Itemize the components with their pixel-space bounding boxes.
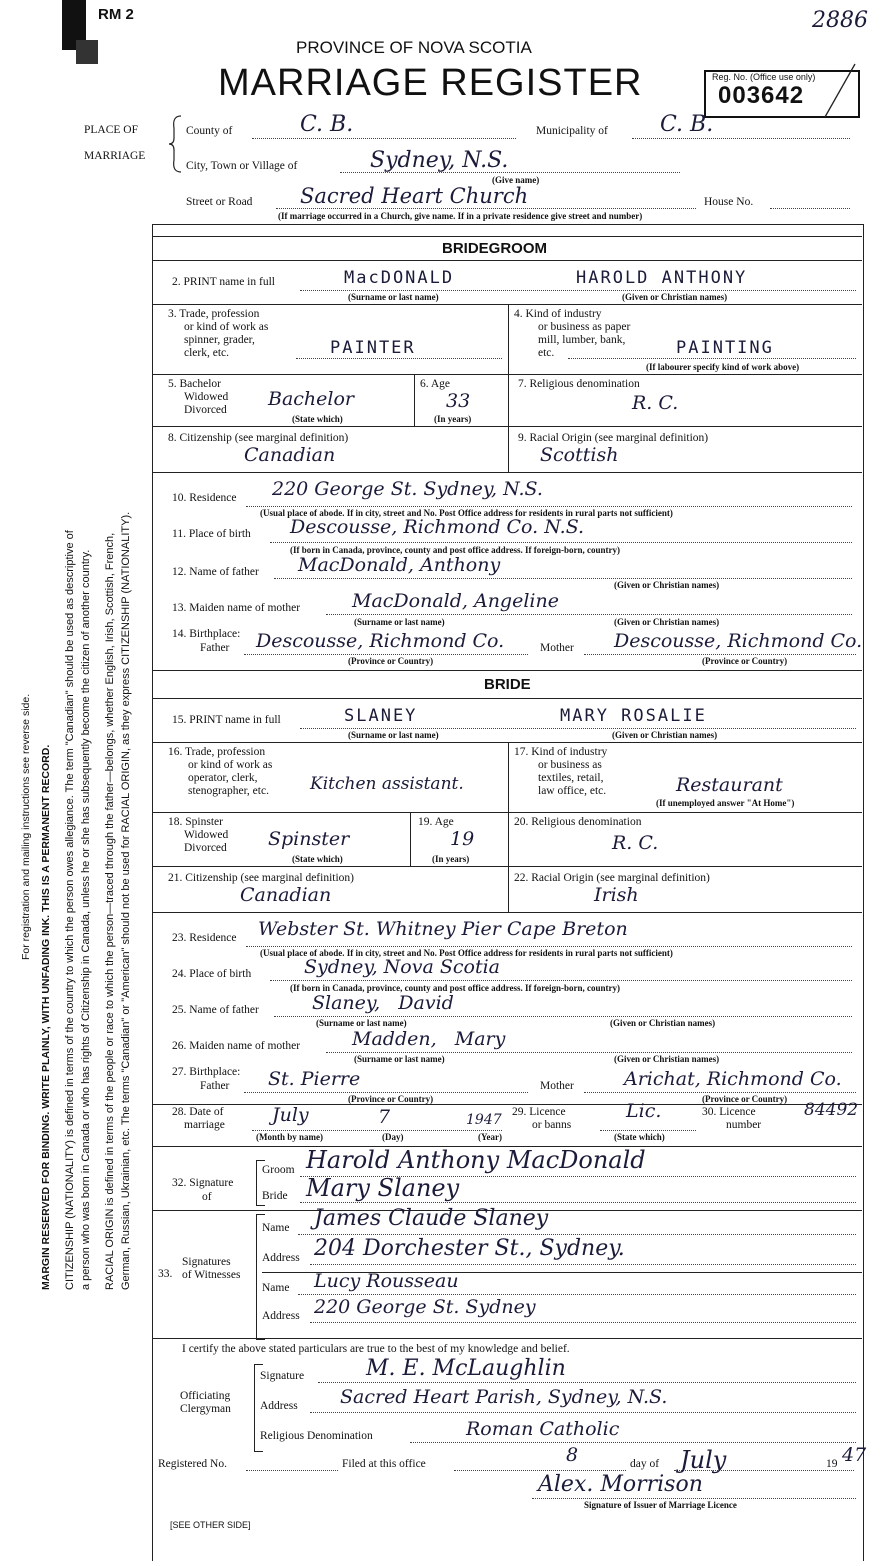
groom-residence: 220 George St. Sydney, N.S. bbox=[272, 478, 543, 500]
bride-birth-label: 24. Place of birth bbox=[172, 968, 252, 980]
marriage-year: 1947 bbox=[466, 1112, 502, 1128]
bride-father: Slaney, David bbox=[312, 992, 454, 1014]
groom-status-label: 5. Bachelor Widowed Divorced bbox=[168, 378, 229, 416]
licence-label: 29. Licence or banns bbox=[512, 1106, 572, 1131]
licence-number: 84492 bbox=[804, 1100, 859, 1120]
bride-bp-mother-word: Mother bbox=[540, 1080, 574, 1092]
groom-mother: MacDonald, Angeline bbox=[352, 590, 559, 612]
groom-bp-father-word: Father bbox=[200, 642, 230, 654]
side-note-2: CITIZENSHIP (NATIONALITY) is defined in terms of the country to which the person owes allegiance. The term "Canadian" should be used as descriptive of bbox=[64, 530, 76, 1290]
filed-label: Filed at this office bbox=[342, 1458, 426, 1470]
groom-mother-bp: Descousse, Richmond Co. bbox=[614, 630, 863, 652]
bride-surname-caption: (Surname or last name) bbox=[348, 730, 439, 740]
groom-birth: Descousse, Richmond Co. N.S. bbox=[290, 516, 585, 538]
bride-residence-note: (Usual place of abode. If in city, street and No. Post Office address for residents in rural parts not sufficient) bbox=[260, 948, 673, 958]
bride-racial: Irish bbox=[594, 884, 639, 906]
clergy-address: Sacred Heart Parish, Sydney, N.S. bbox=[340, 1386, 668, 1408]
bride-religion-label: 20. Religious denomination bbox=[514, 816, 642, 828]
groom-citizenship-label: 8. Citizenship (see marginal definition) bbox=[168, 432, 349, 444]
bride-citizenship: Canadian bbox=[240, 884, 332, 906]
filed-day: 8 bbox=[566, 1444, 579, 1466]
bride-birthplace-label: 27. Birthplace: bbox=[172, 1066, 241, 1078]
groom-signature: Harold Anthony MacDonald bbox=[306, 1146, 646, 1174]
groom-surname: MacDONALD bbox=[344, 268, 455, 288]
clergy-signature: M. E. McLaughlin bbox=[366, 1356, 566, 1381]
bride-status-caption: (State which) bbox=[292, 854, 343, 864]
bride-mother-bp: Arichat, Richmond Co. bbox=[624, 1068, 842, 1090]
groom-father-caption: (Given or Christian names) bbox=[614, 580, 720, 590]
groom-residence-note: (Usual place of abode. If in city, street and No. Post Office address for residents in rural parts not sufficient) bbox=[260, 508, 673, 518]
witnesses-label: Signatures of Witnesses bbox=[182, 1256, 241, 1281]
groom-religion-label: 7. Religious denomination bbox=[518, 378, 640, 390]
registered-label: Registered No. bbox=[158, 1458, 227, 1470]
bride-religion: R. C. bbox=[612, 832, 659, 854]
bride-heading: BRIDE bbox=[484, 676, 531, 693]
bride-surname: SLANEY bbox=[344, 706, 418, 726]
bride-mother-label: 26. Maiden name of mother bbox=[172, 1040, 301, 1052]
bride-father-bp-caption: (Province or Country) bbox=[348, 1094, 434, 1104]
w1-name: James Claude Slaney bbox=[314, 1206, 549, 1231]
bride-father-bp: St. Pierre bbox=[268, 1068, 361, 1090]
municipality-value: C. B. bbox=[660, 112, 714, 137]
groom-religion: R. C. bbox=[632, 392, 679, 414]
groom-racial: Scottish bbox=[540, 444, 619, 466]
binding-mark-lower bbox=[76, 40, 98, 64]
bride-bp-father-word: Father bbox=[200, 1080, 230, 1092]
issuer-caption: Signature of Issuer of Marriage Licence bbox=[584, 1500, 737, 1510]
bride-mother: Madden, Mary bbox=[352, 1028, 506, 1050]
reg-number-label: Reg. No. (Office use only) bbox=[712, 72, 816, 82]
groom-trade: PAINTER bbox=[330, 338, 416, 358]
day-caption: (Day) bbox=[382, 1132, 404, 1142]
date-label: 28. Date of marriage bbox=[172, 1106, 225, 1131]
marriage-day: 7 bbox=[378, 1106, 391, 1128]
groom-status-caption: (State which) bbox=[292, 414, 343, 424]
groom-father-bp-caption: (Province or Country) bbox=[348, 656, 434, 666]
clergy-label: Officiating Clergyman bbox=[180, 1390, 231, 1415]
w2-address: 220 George St. Sydney bbox=[314, 1296, 536, 1318]
bride-age-label: 19. Age bbox=[418, 816, 454, 828]
w1-address: 204 Dorchester St., Sydney. bbox=[314, 1236, 625, 1261]
w2-name-label: Name bbox=[262, 1282, 290, 1294]
w1-address-label: Address bbox=[262, 1252, 300, 1264]
groom-given: HAROLD ANTHONY bbox=[576, 268, 748, 288]
side-note-1: MARGIN RESERVED FOR BINDING. WRITE PLAINLY, WITH UNFADING INK. THIS IS A PERMANENT RECORD. bbox=[40, 744, 52, 1290]
groom-industry: PAINTING bbox=[676, 338, 774, 358]
groom-mother-bp-caption: (Province or Country) bbox=[702, 656, 788, 666]
groom-citizenship: Canadian bbox=[244, 444, 336, 466]
bride-racial-label: 22. Racial Origin (see marginal definition) bbox=[514, 872, 710, 884]
page-title: MARRIAGE REGISTER bbox=[218, 62, 643, 104]
licence-type: Lic. bbox=[626, 1100, 662, 1122]
county-value: C. B. bbox=[300, 112, 354, 137]
corner-note: 2886 bbox=[812, 8, 868, 33]
groom-age-caption: (In years) bbox=[434, 414, 472, 424]
bride-residence-label: 23. Residence bbox=[172, 932, 237, 944]
groom-birth-note: (If born in Canada, province, county and post office address. If foreign-born, country) bbox=[290, 545, 621, 555]
see-other-side: [SEE OTHER SIDE] bbox=[170, 1520, 251, 1530]
bride-mother-bp-caption: (Province or Country) bbox=[702, 1094, 788, 1104]
province-title: PROVINCE OF NOVA SCOTIA bbox=[296, 38, 532, 57]
year-caption: (Year) bbox=[478, 1132, 502, 1142]
bride-citizenship-label: 21. Citizenship (see marginal definition) bbox=[168, 872, 354, 884]
witness-number: 33. bbox=[158, 1268, 173, 1280]
bride-trade: Kitchen assistant. bbox=[310, 774, 464, 794]
groom-industry-note: (If labourer specify kind of work above) bbox=[646, 362, 800, 372]
bride-industry: Restaurant bbox=[676, 774, 783, 796]
clergy-denomination: Roman Catholic bbox=[466, 1418, 620, 1440]
give-name-caption: (Give name) bbox=[492, 175, 540, 185]
slash-mark bbox=[820, 62, 860, 122]
bride-trade-label: 16. Trade, profession or kind of work as operator, clerk, stenographer, etc. bbox=[168, 746, 273, 797]
form-id: RM 2 bbox=[98, 6, 134, 23]
signature-of-label: 32. Signature of bbox=[172, 1177, 234, 1203]
w2-name: Lucy Rousseau bbox=[314, 1270, 459, 1292]
w1-name-label: Name bbox=[262, 1222, 290, 1234]
issuer-signature: Alex. Morrison bbox=[538, 1472, 703, 1497]
licence-state-caption: (State which) bbox=[614, 1132, 665, 1142]
bride-given: MARY ROSALIE bbox=[560, 706, 707, 726]
groom-father-bp: Descousse, Richmond Co. bbox=[256, 630, 505, 652]
house-label: House No. bbox=[704, 196, 754, 208]
day-of-label: day of bbox=[630, 1458, 660, 1470]
municipality-label: Municipality of bbox=[536, 125, 608, 137]
w2-address-label: Address bbox=[262, 1310, 300, 1322]
certify-text: I certify the above stated particulars are true to the best of my knowledge and belief. bbox=[182, 1343, 570, 1355]
groom-mother-surname-caption: (Surname or last name) bbox=[354, 617, 445, 627]
city-label: City, Town or Village of bbox=[186, 160, 298, 172]
groom-mother-given-caption: (Given or Christian names) bbox=[614, 617, 720, 627]
city-value: Sydney, N.S. bbox=[370, 148, 509, 173]
filed-year-prefix: 19 bbox=[826, 1458, 838, 1470]
side-note-3: a person who was born in Canada or who has rights of Citizenship in Canada, unless he or she has subsequently become the citizen of another country. bbox=[80, 549, 92, 1290]
bride-birth: Sydney, Nova Scotia bbox=[304, 956, 500, 978]
marriage-month: July bbox=[272, 1104, 309, 1126]
bride-age-caption: (In years) bbox=[432, 854, 470, 864]
street-label: Street or Road bbox=[186, 196, 253, 208]
side-note-4: RACIAL ORIGIN is defined in terms of the people or race to which the person—traced through the father—belongs, whether English, Irish, Scottish, French, bbox=[104, 532, 116, 1290]
licence-number-label: 30. Licence number bbox=[702, 1106, 762, 1131]
groom-given-caption: (Given or Christian names) bbox=[622, 292, 728, 302]
groom-trade-label: 3. Trade, profession or kind of work as spinner, grader, clerk, etc. bbox=[168, 308, 269, 359]
bride-mother-given-caption: (Given or Christian names) bbox=[614, 1054, 720, 1064]
bride-age: 19 bbox=[450, 828, 475, 850]
marriage-label: MARRIAGE bbox=[84, 150, 146, 162]
bride-father-label: 25. Name of father bbox=[172, 1004, 259, 1016]
side-note-0: For registration and mailing instructions see reverse side. bbox=[20, 693, 32, 960]
bride-mother-surname-caption: (Surname or last name) bbox=[354, 1054, 445, 1064]
groom-age-label: 6. Age bbox=[420, 378, 451, 390]
groom-heading: BRIDEGROOM bbox=[442, 240, 547, 257]
groom-surname-caption: (Surname or last name) bbox=[348, 292, 439, 302]
groom-industry-label: 4. Kind of industry or business as paper mill, lumber, bank, etc. bbox=[514, 308, 631, 359]
bride-industry-label: 17. Kind of industry or business as textiles, retail, law office, etc. bbox=[514, 746, 608, 797]
side-note-5: German, Russian, Ukrainian, etc. The terms "Canadian" or "American" should not be used for RACIAL ORIGIN, as they express CITIZENSHIP (NATIONALITY). bbox=[120, 511, 132, 1290]
groom-father: MacDonald, Anthony bbox=[298, 554, 501, 576]
groom-residence-label: 10. Residence bbox=[172, 492, 237, 504]
groom-father-label: 12. Name of father bbox=[172, 566, 259, 578]
reg-number: 003642 bbox=[718, 82, 805, 109]
bride-industry-note: (If unemployed answer "At Home") bbox=[656, 798, 795, 808]
bride-sig-label: Bride bbox=[262, 1190, 288, 1202]
bride-status: Spinster bbox=[268, 828, 350, 850]
bride-signature: Mary Slaney bbox=[306, 1174, 460, 1202]
groom-birth-label: 11. Place of birth bbox=[172, 528, 251, 540]
groom-sig-label: Groom bbox=[262, 1164, 295, 1176]
bride-birth-note: (If born in Canada, province, county and post office address. If foreign-born, country) bbox=[290, 983, 621, 993]
bride-father-surname-caption: (Surname or last name) bbox=[316, 1018, 407, 1028]
groom-name-label: 2. PRINT name in full bbox=[172, 276, 275, 288]
bride-father-given-caption: (Given or Christian names) bbox=[610, 1018, 716, 1028]
groom-status: Bachelor bbox=[268, 388, 355, 410]
month-caption: (Month by name) bbox=[256, 1132, 323, 1142]
bride-given-caption: (Given or Christian names) bbox=[612, 730, 718, 740]
groom-bp-mother-word: Mother bbox=[540, 642, 574, 654]
groom-mother-label: 13. Maiden name of mother bbox=[172, 602, 301, 614]
clergy-denom-label: Religious Denomination bbox=[260, 1430, 373, 1442]
clergy-signature-label: Signature bbox=[260, 1370, 305, 1382]
filed-month: July bbox=[680, 1446, 727, 1474]
groom-racial-label: 9. Racial Origin (see marginal definition) bbox=[518, 432, 709, 444]
street-value: Sacred Heart Church bbox=[300, 184, 529, 208]
place-of-label: PLACE OF bbox=[84, 124, 138, 136]
groom-birthplace-label: 14. Birthplace: bbox=[172, 628, 241, 640]
place-note: (If marriage occurred in a Church, give name. If in a private residence give street and number) bbox=[278, 211, 643, 221]
clergy-address-label: Address bbox=[260, 1400, 298, 1412]
groom-age: 33 bbox=[446, 390, 471, 412]
county-label: County of bbox=[186, 125, 233, 137]
filed-year: 47 bbox=[842, 1444, 867, 1466]
place-brace bbox=[168, 114, 184, 174]
bride-name-label: 15. PRINT name in full bbox=[172, 714, 281, 726]
bride-residence: Webster St. Whitney Pier Cape Breton bbox=[258, 918, 628, 940]
bride-status-label: 18. Spinster Widowed Divorced bbox=[168, 816, 229, 854]
